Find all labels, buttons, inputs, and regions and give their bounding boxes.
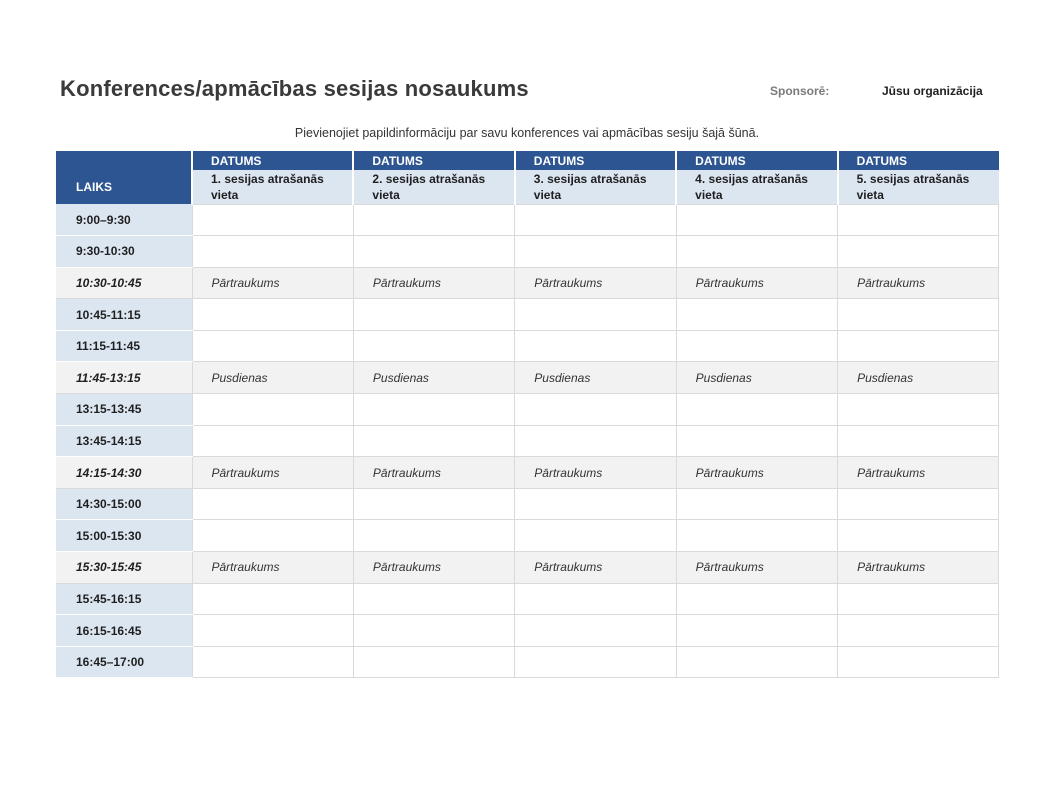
session-cell[interactable] (676, 583, 837, 615)
session-cell[interactable] (515, 615, 676, 647)
time-slot-cell[interactable]: 13:45-14:15 (56, 425, 192, 457)
session-row (56, 330, 999, 362)
session-cell[interactable] (192, 394, 353, 426)
time-slot-cell[interactable]: 11:15-11:45 (56, 330, 192, 362)
session-cell[interactable] (838, 488, 999, 520)
page-title: Konferences/apmācības sesijas nosaukums (60, 76, 529, 101)
session-row (56, 583, 999, 615)
break-cell[interactable]: Pārtraukums (353, 457, 514, 489)
session-cell[interactable] (192, 204, 353, 236)
session-cell[interactable] (838, 394, 999, 426)
break-cell[interactable]: Pārtraukums (838, 457, 999, 489)
session-cell[interactable] (515, 646, 676, 678)
time-slot-cell[interactable]: 15:00-15:30 (56, 520, 192, 552)
session-row (56, 425, 999, 457)
session-cell[interactable] (353, 394, 514, 426)
break-cell[interactable]: Pārtraukums (838, 552, 999, 584)
time-slot-cell[interactable]: 14:30-15:00 (56, 488, 192, 520)
session-cell[interactable] (515, 330, 676, 362)
location-header-cell[interactable]: 4. sesijas atrašanās vieta (676, 170, 837, 204)
header-corner-cell (56, 151, 192, 170)
break-cell[interactable]: Pārtraukums (192, 552, 353, 584)
session-cell[interactable] (353, 488, 514, 520)
location-header-cell[interactable]: 5. sesijas atrašanās vieta (838, 170, 999, 204)
session-cell[interactable] (838, 236, 999, 268)
session-cell[interactable] (838, 330, 999, 362)
sponsor-label: Sponsorē: (770, 84, 830, 98)
session-cell[interactable] (515, 425, 676, 457)
session-cell[interactable] (676, 330, 837, 362)
date-header-cell[interactable]: DATUMS (192, 151, 353, 170)
session-row (56, 646, 999, 678)
date-header-cell[interactable]: DATUMS (676, 151, 837, 170)
session-cell[interactable] (515, 520, 676, 552)
session-row (56, 299, 999, 331)
time-slot-cell[interactable]: 10:45-11:15 (56, 299, 192, 331)
sponsor-value[interactable]: Jūsu organizācija (882, 84, 983, 98)
session-cell[interactable] (838, 204, 999, 236)
session-cell[interactable] (515, 583, 676, 615)
break-cell[interactable]: Pārtraukums (515, 457, 676, 489)
session-cell[interactable] (192, 488, 353, 520)
session-cell[interactable] (353, 299, 514, 331)
session-cell[interactable] (353, 520, 514, 552)
session-cell[interactable] (515, 488, 676, 520)
break-cell[interactable]: Pusdienas (838, 362, 999, 394)
break-cell[interactable]: Pārtraukums (192, 457, 353, 489)
date-header-cell[interactable]: DATUMS (353, 151, 514, 170)
session-cell[interactable] (676, 520, 837, 552)
session-cell[interactable] (676, 615, 837, 647)
break-row (56, 267, 999, 299)
session-cell[interactable] (838, 425, 999, 457)
session-cell[interactable] (192, 330, 353, 362)
break-cell[interactable]: Pārtraukums (192, 267, 353, 299)
session-cell[interactable] (838, 520, 999, 552)
break-cell[interactable]: Pārtraukums (515, 552, 676, 584)
break-cell[interactable]: Pusdienas (192, 362, 353, 394)
session-cell[interactable] (353, 236, 514, 268)
schedule-table (56, 151, 999, 678)
session-cell[interactable] (676, 394, 837, 426)
break-cell[interactable]: Pārtraukums (353, 267, 514, 299)
session-cell[interactable] (676, 425, 837, 457)
session-cell[interactable] (515, 394, 676, 426)
session-row (56, 615, 999, 647)
break-row (56, 552, 999, 584)
break-row (56, 362, 999, 394)
session-row (56, 394, 999, 426)
time-slot-cell[interactable]: 16:45–17:00 (56, 646, 192, 678)
break-cell[interactable]: Pārtraukums (353, 552, 514, 584)
time-column-header: LAIKS (56, 170, 192, 204)
session-cell[interactable] (838, 299, 999, 331)
time-slot-cell[interactable]: 9:30-10:30 (56, 236, 192, 268)
date-header-cell[interactable]: DATUMS (838, 151, 999, 170)
session-cell[interactable] (192, 646, 353, 678)
location-header-cell[interactable]: 1. sesijas atrašanās vieta (192, 170, 353, 204)
session-cell[interactable] (676, 299, 837, 331)
session-cell[interactable] (353, 204, 514, 236)
session-cell[interactable] (353, 330, 514, 362)
date-header-cell[interactable]: DATUMS (515, 151, 676, 170)
location-header-cell[interactable]: 3. sesijas atrašanās vieta (515, 170, 676, 204)
session-cell[interactable] (192, 299, 353, 331)
location-header-cell[interactable]: 2. sesijas atrašanās vieta (353, 170, 514, 204)
time-slot-cell[interactable]: 15:30-15:45 (56, 552, 192, 584)
session-cell[interactable] (353, 646, 514, 678)
session-cell[interactable] (192, 425, 353, 457)
session-cell[interactable] (676, 488, 837, 520)
break-cell[interactable]: Pusdienas (676, 362, 837, 394)
session-cell[interactable] (192, 583, 353, 615)
session-cell[interactable] (676, 646, 837, 678)
session-cell[interactable] (515, 299, 676, 331)
break-cell[interactable]: Pusdienas (515, 362, 676, 394)
session-cell[interactable] (353, 583, 514, 615)
time-slot-cell[interactable]: 16:15-16:45 (56, 615, 192, 647)
time-slot-cell[interactable]: 15:45-16:15 (56, 583, 192, 615)
break-cell[interactable]: Pusdienas (353, 362, 514, 394)
time-slot-cell[interactable]: 13:15-13:45 (56, 394, 192, 426)
location-header-row (56, 170, 999, 204)
break-cell[interactable]: Pārtraukums (676, 267, 837, 299)
session-cell[interactable] (192, 615, 353, 647)
session-cell[interactable] (676, 204, 837, 236)
session-cell[interactable] (192, 236, 353, 268)
session-row (56, 204, 999, 236)
session-cell[interactable] (838, 583, 999, 615)
break-row (56, 457, 999, 489)
break-cell[interactable]: Pārtraukums (515, 267, 676, 299)
session-cell[interactable] (838, 646, 999, 678)
session-cell[interactable] (353, 425, 514, 457)
subtitle-note[interactable]: Pievienojiet papildinformāciju par savu konferences vai apmācības sesiju šajā šūnā. (294, 126, 760, 140)
session-row (56, 520, 999, 552)
time-slot-cell[interactable]: 9:00–9:30 (56, 204, 192, 236)
date-header-row (56, 151, 999, 170)
session-row (56, 236, 999, 268)
session-cell[interactable] (515, 236, 676, 268)
session-cell[interactable] (192, 520, 353, 552)
break-cell[interactable]: Pārtraukums (676, 552, 837, 584)
break-cell[interactable]: Pārtraukums (838, 267, 999, 299)
time-slot-cell[interactable]: 10:30-10:45 (56, 267, 192, 299)
session-cell[interactable] (515, 204, 676, 236)
time-slot-cell[interactable]: 11:45-13:15 (56, 362, 192, 394)
session-row (56, 488, 999, 520)
break-cell[interactable]: Pārtraukums (676, 457, 837, 489)
session-cell[interactable] (676, 236, 837, 268)
session-cell[interactable] (838, 615, 999, 647)
session-cell[interactable] (353, 615, 514, 647)
time-slot-cell[interactable]: 14:15-14:30 (56, 457, 192, 489)
